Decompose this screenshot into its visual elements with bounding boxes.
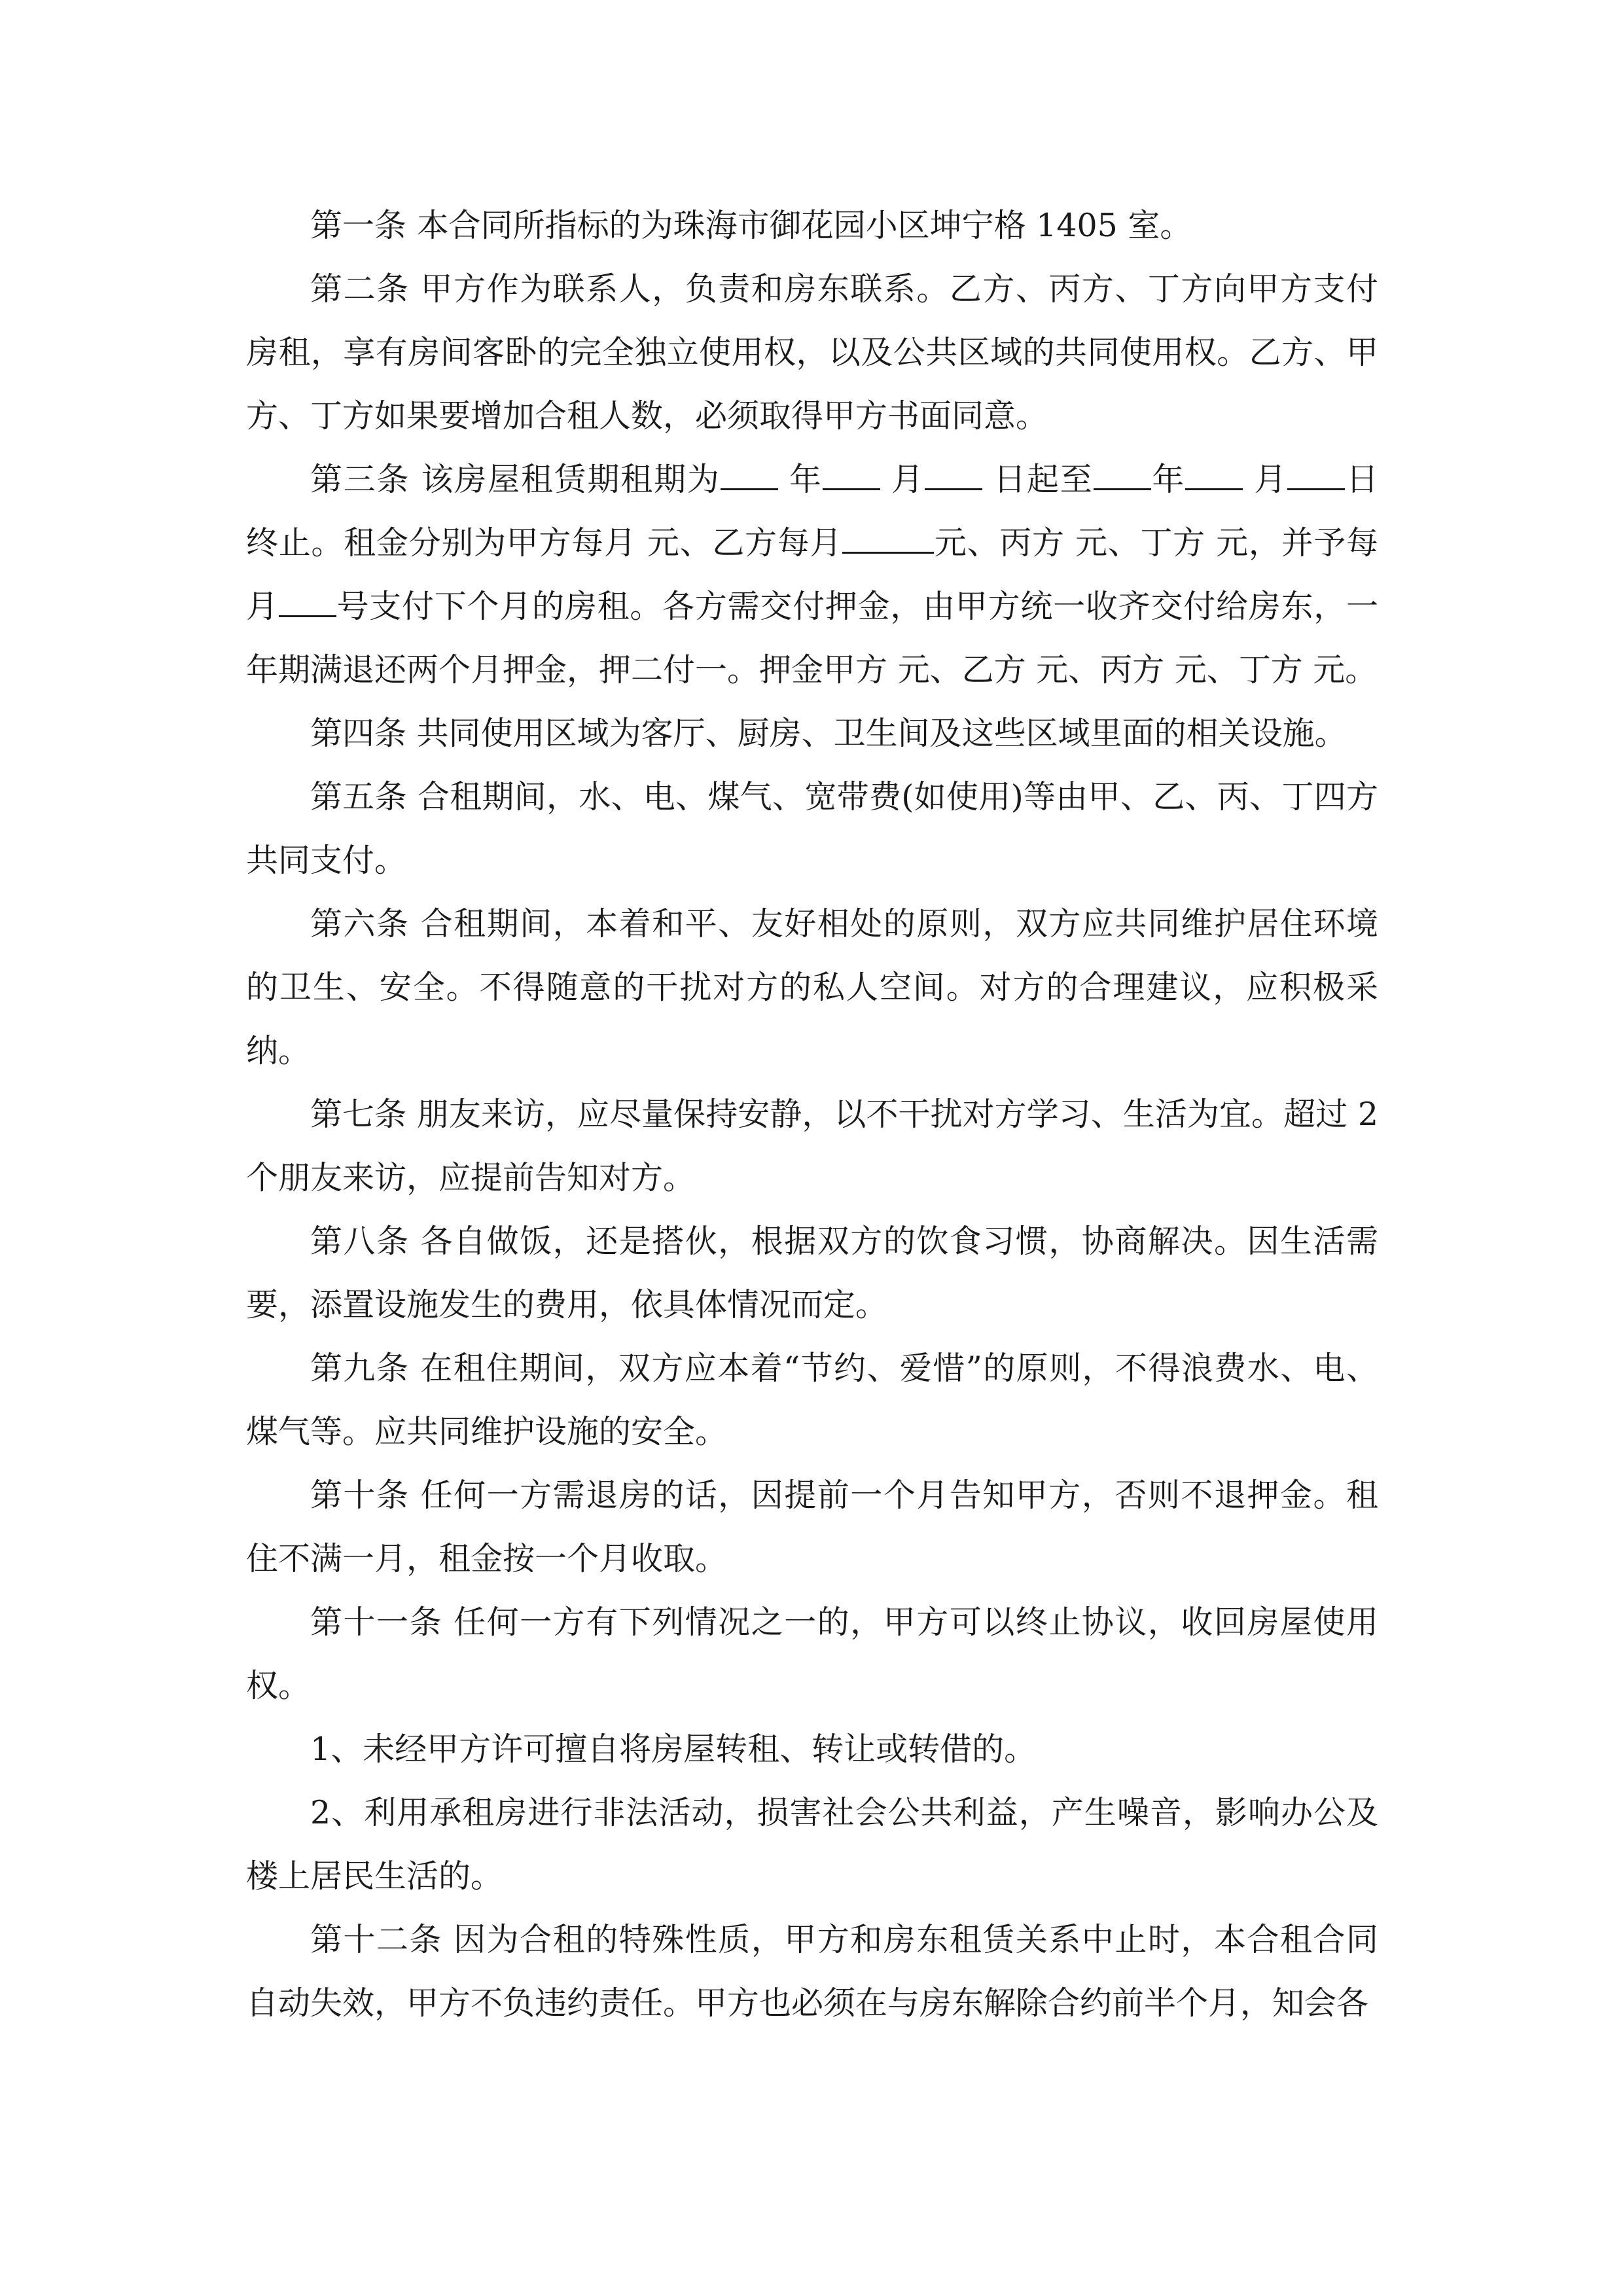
contract-body bbox=[246, 194, 1378, 2035]
article-3-month2-label: 月 bbox=[1243, 461, 1288, 498]
article-11-item-2: 2、利用承租房进行非法活动，损害社会公共利益，产生噪音，影响办公及楼上居民生活的。 bbox=[246, 1794, 1378, 1895]
blank-end-month bbox=[1185, 458, 1243, 490]
article-1: 第一条 本合同所指标的为珠海市御花园小区坤宁格 1405 室。 bbox=[310, 207, 1192, 244]
article-3-pay-rest: 号支付下个月的房租。各方需交付押金，由甲方统一收齐交付给房东，一年期满退还两个月押金，押二付一。押金甲方 元、乙方 元、丙方 元、丁方 元。 bbox=[246, 588, 1378, 689]
article-3-intro: 第三条 该房屋租赁期租期为 bbox=[310, 461, 721, 498]
blank-rent-b bbox=[842, 522, 934, 554]
article-2: 第二条 甲方作为联系人，负责和房东联系。乙方、丙方、丁方向甲方支付房租，享有房间客卧的完全独立使用权，以及公共区域的共同使用权。乙方、甲方、丁方如果要增加合租人数，必须取得甲方书面同意。 bbox=[246, 270, 1378, 435]
blank-end-day bbox=[1287, 458, 1345, 490]
blank-pay-day bbox=[279, 585, 336, 617]
article-6: 第六条 合租期间，本着和平、友好相处的原则，双方应共同维护居住环境的卫生、安全。不得随意的干扰对方的私人空间。对方的合理建议，应积极采纳。 bbox=[246, 905, 1378, 1069]
blank-start-day bbox=[925, 458, 982, 490]
article-8: 第八条 各自做饭，还是搭伙，根据双方的饮食习惯，协商解决。因生活需要，添置设施发生的费用，依具体情况而定。 bbox=[246, 1223, 1378, 1323]
article-11: 第十一条 任何一方有下列情况之一的，甲方可以终止协议，收回房屋使用权。 bbox=[246, 1604, 1378, 1704]
article-3 bbox=[246, 448, 1378, 702]
article-7: 第七条 朋友来访，应尽量保持安静，以不干扰对方学习、生活为宜。超过 2 个朋友来访，应提前告知对方。 bbox=[246, 1096, 1378, 1196]
article-3-year-label: 年 bbox=[777, 461, 823, 498]
blank-start-year bbox=[721, 458, 778, 490]
article-3-month-label: 月 bbox=[880, 461, 925, 498]
article-4: 第四条 共同使用区域为客厅、厨房、卫生间及这些区域里面的相关设施。 bbox=[310, 715, 1347, 752]
blank-start-month bbox=[823, 458, 880, 490]
article-10: 第十条 任何一方需退房的话，因提前一个月告知甲方，否则不退押金。租住不满一月，租金按一个月收取。 bbox=[246, 1477, 1378, 1577]
article-5: 第五条 合租期间，水、电、煤气、宽带费(如使用)等由甲、乙、丙、丁四方共同支付。 bbox=[246, 778, 1378, 879]
article-3-day-from-label: 日起至 bbox=[982, 461, 1094, 498]
article-3-day-end-label: 日终止。租金分别为甲方每月 元、乙方每月 bbox=[246, 461, 1378, 562]
article-3-year2-label: 年 bbox=[1150, 461, 1186, 498]
article-11-item-1: 1、未经甲方许可擅自将房屋转租、转让或转借的。 bbox=[310, 1731, 1037, 1768]
article-3-rent-rest: 元、丙方 元、丁方 元，并予每月 bbox=[246, 524, 1378, 625]
article-9: 第九条 在租住期间，双方应本着“节约、爱惜”的原则，不得浪费水、电、煤气等。应共同维护设施的安全。 bbox=[246, 1350, 1378, 1450]
blank-end-year bbox=[1094, 458, 1151, 490]
article-12: 第十二条 因为合租的特殊性质，甲方和房东租赁关系中止时，本合租合同自动失效，甲方不负违约责任。甲方也必须在与房东解除合约前半个月，知会各 bbox=[246, 1921, 1378, 2022]
